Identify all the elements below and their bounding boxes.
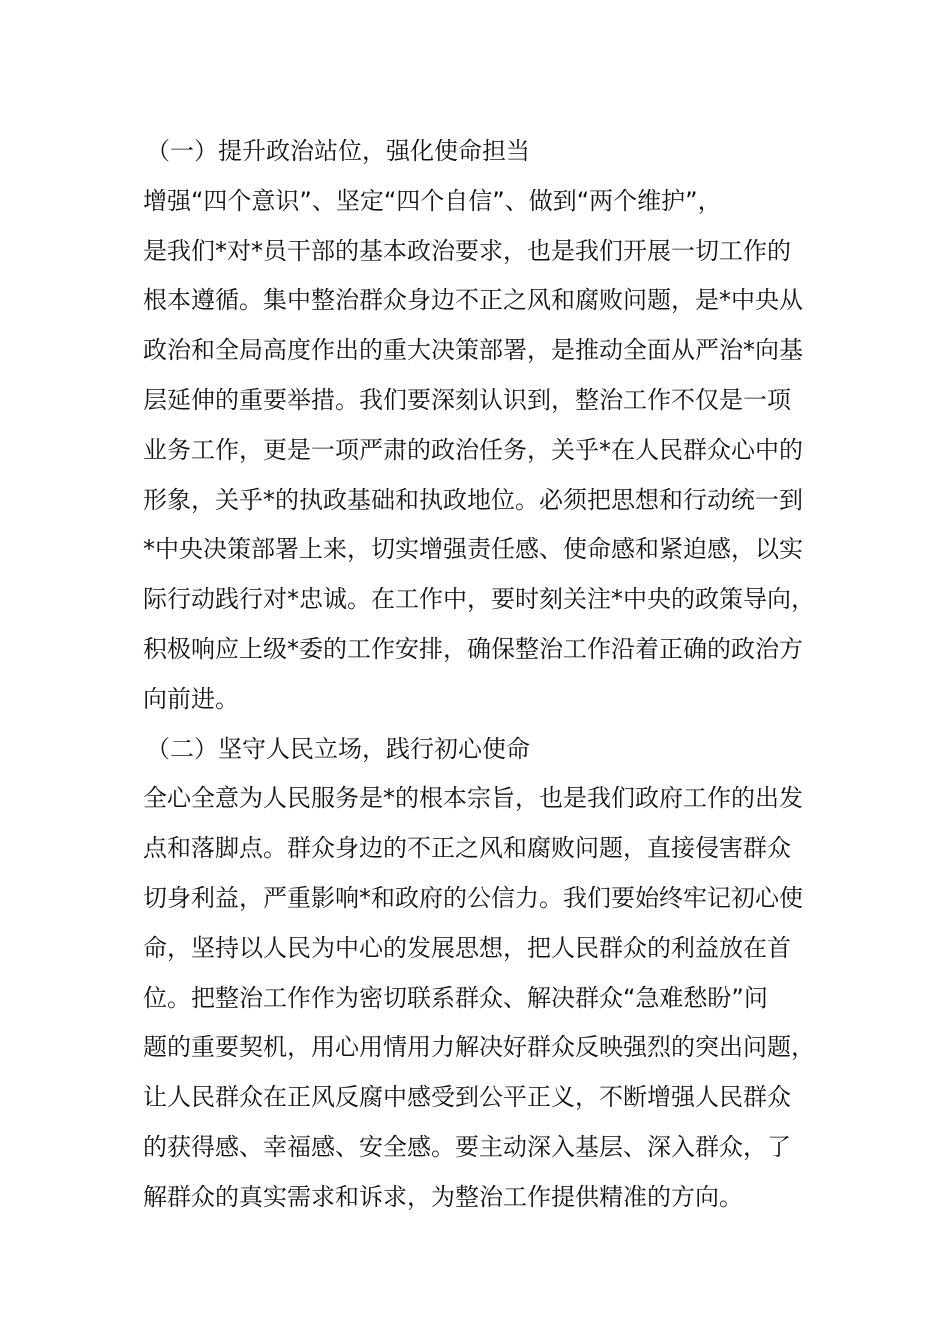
section-1-heading: （一）提升政治站位，强化使命担当	[146, 137, 530, 165]
section-2-heading: （二）坚守人民立场，践行初心使命	[146, 734, 530, 763]
section-1-paragraph	[143, 177, 823, 725]
paragraph-line: 是我们*对*员干部的基本政治要求，也是我们开展一切工作的	[143, 236, 791, 265]
paragraph-line: 让人民群众在正风反腐中感受到公平正义，不断增强人民群众	[143, 1083, 791, 1112]
paragraph-line: 形象，关乎*的执政基础和执政地位。必须把思想和行动统一到	[143, 485, 803, 514]
paragraph-line: 切身利益，严重影响*和政府的公信力。我们要始终牢记初心使	[143, 883, 803, 912]
paragraph-line: *中央决策部署上来，切实增强责任感、使命感和紧迫感，以实	[143, 535, 803, 564]
paragraph-line: 根本遵循。集中整治群众身边不正之风和腐败问题，是*中央从	[143, 286, 803, 315]
paragraph-line: 政治和全局高度作出的重大决策部署，是推动全面从严治*向基	[143, 336, 803, 365]
section-2-paragraph	[143, 774, 823, 1222]
paragraph-line: 全心全意为人民服务是*的根本宗旨，也是我们政府工作的出发	[143, 784, 803, 813]
paragraph-line: 的获得感、幸福感、安全感。要主动深入基层、深入群众，了	[143, 1132, 791, 1161]
paragraph-line: 增强“四个意识”、坚定“四个自信”、做到“两个维护”，	[143, 186, 722, 215]
paragraph-line: 向前进。	[143, 684, 239, 713]
document-body	[143, 127, 823, 1223]
paragraph-line: 命，坚持以人民为中心的发展思想，把人民群众的利益放在首	[143, 933, 791, 962]
paragraph-line: 层延伸的重要举措。我们要深刻认识到，整治工作不仅是一项	[143, 385, 791, 414]
paragraph-line: 积极响应上级*委的工作安排，确保整治工作沿着正确的政治方	[143, 634, 803, 663]
paragraph-line: 点和落脚点。群众身边的不正之风和腐败问题，直接侵害群众	[143, 834, 791, 863]
paragraph-line: 解群众的真实需求和诉求，为整治工作提供精准的方向。	[143, 1182, 743, 1211]
paragraph-line: 题的重要契机，用心用情用力解决好群众反映强烈的突出问题，	[143, 1033, 815, 1062]
paragraph-line: 业务工作，更是一项严肃的政治任务，关乎*在人民群众心中的	[143, 435, 803, 464]
paragraph-line: 际行动践行对*忠诚。在工作中，要时刻关注*中央的政策导向，	[143, 585, 815, 614]
paragraph-line: 位。把整治工作作为密切联系群众、解决群众“急难愁盼”问	[143, 983, 768, 1012]
